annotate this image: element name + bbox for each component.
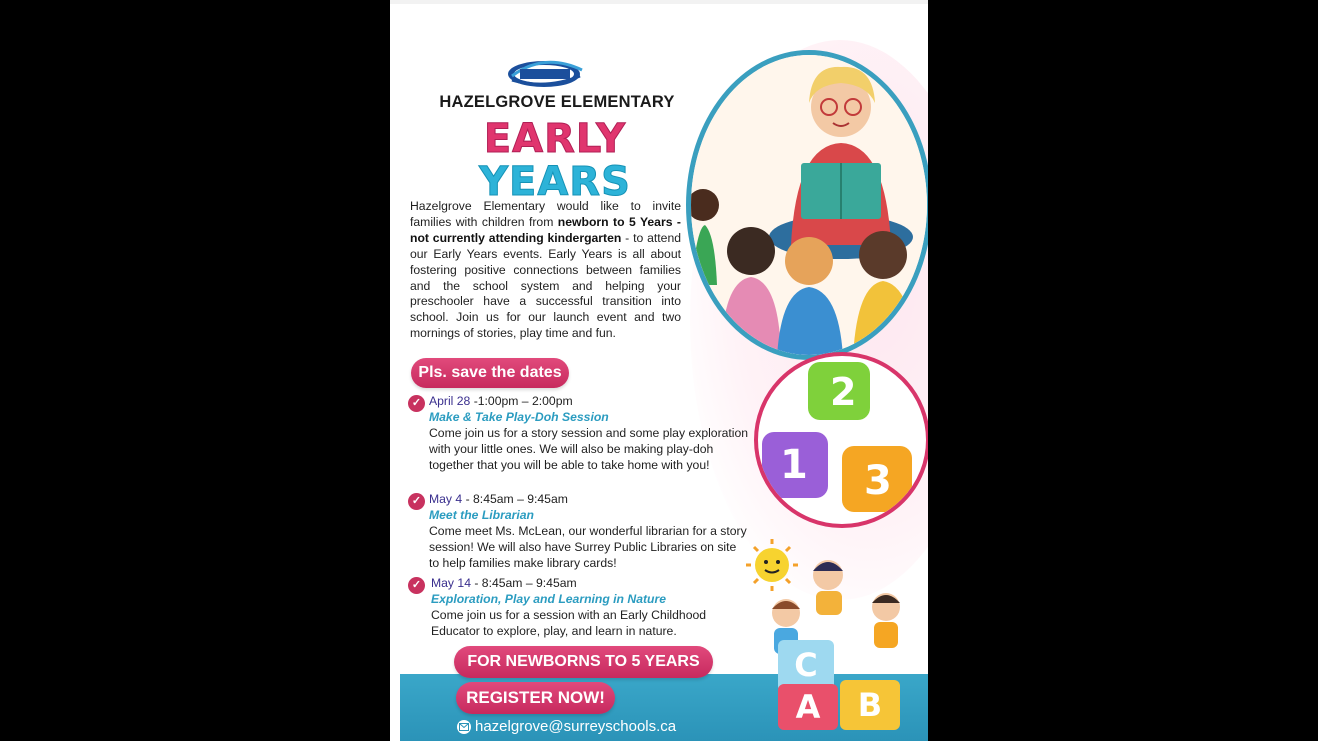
intro-paragraph <box>410 199 681 342</box>
event-time: -1:00pm – 2:00pm <box>470 394 573 408</box>
event-when <box>429 393 749 409</box>
event-description: Come join us for a session with an Early Childhood Educator to explore, play, and learn in nature. <box>431 608 707 638</box>
block-a <box>778 684 838 730</box>
register-now-button[interactable]: REGISTER NOW! <box>456 682 615 714</box>
number-blocks-illustration <box>754 352 928 528</box>
intro-bold: newborn to 5 Years - not currently attending kindergarten <box>410 214 681 245</box>
event-date: May 14 <box>431 576 471 590</box>
teacher-reading-illustration <box>686 50 928 360</box>
block-b-letter: B <box>857 686 883 724</box>
title-early: EARLY <box>483 116 627 162</box>
event-title: Make & Take Play-Doh Session <box>429 410 609 424</box>
title-years: YEARS <box>479 159 631 205</box>
hurricanes-logo <box>506 56 586 92</box>
event-date: April 28 <box>429 394 471 408</box>
block-two: 2 <box>830 370 857 414</box>
event-when <box>429 491 749 507</box>
mail-icon <box>457 720 471 734</box>
contact-email[interactable] <box>457 718 676 735</box>
event-title: Exploration, Play and Learning in Nature <box>431 592 666 606</box>
block-c-letter: C <box>794 646 818 684</box>
top-divider <box>390 0 928 4</box>
event-time: - 8:45am – 9:45am <box>462 492 568 506</box>
block-a-letter: A <box>795 688 821 726</box>
checkmark-icon: ✓ <box>408 395 425 412</box>
event-description: Come join us for a story session and some play exploration with your little ones. We will also be making play-doh together that you will be able to take home with you! <box>429 426 749 472</box>
save-dates-banner: Pls. save the dates <box>411 358 569 388</box>
block-three: 3 <box>864 458 892 504</box>
event-time: - 8:45am – 9:45am <box>470 576 577 590</box>
event-when <box>431 575 751 591</box>
email-address[interactable]: hazelgrove@surreyschools.ca <box>475 718 677 735</box>
block-one: 1 <box>780 442 808 488</box>
block-b <box>840 680 900 730</box>
checkmark-icon: ✓ <box>408 493 425 510</box>
school-name: HAZELGROVE ELEMENTARY <box>439 93 675 111</box>
event-title: Meet the Librarian <box>429 508 534 522</box>
event-date: May 4 <box>429 492 463 506</box>
checkmark-icon: ✓ <box>408 577 425 594</box>
intro-text-2: - to attend our Early Years events. Early Years is all about fostering positive connections between families and the school system and helping your preschooler have a successful transition into school. Join us for our launch event and two mornings of stories, play time and fun. <box>410 230 681 341</box>
flyer-page <box>390 0 928 741</box>
event-description: Come meet Ms. McLean, our wonderful librarian for a story session! We will also have Surrey Public Libraries on site to help families make library cards! <box>429 524 747 570</box>
newborns-banner: FOR NEWBORNS TO 5 YEARS <box>454 646 713 678</box>
intro-text-1: Hazelgrove Elementary would like to invite families with children from <box>410 199 681 229</box>
